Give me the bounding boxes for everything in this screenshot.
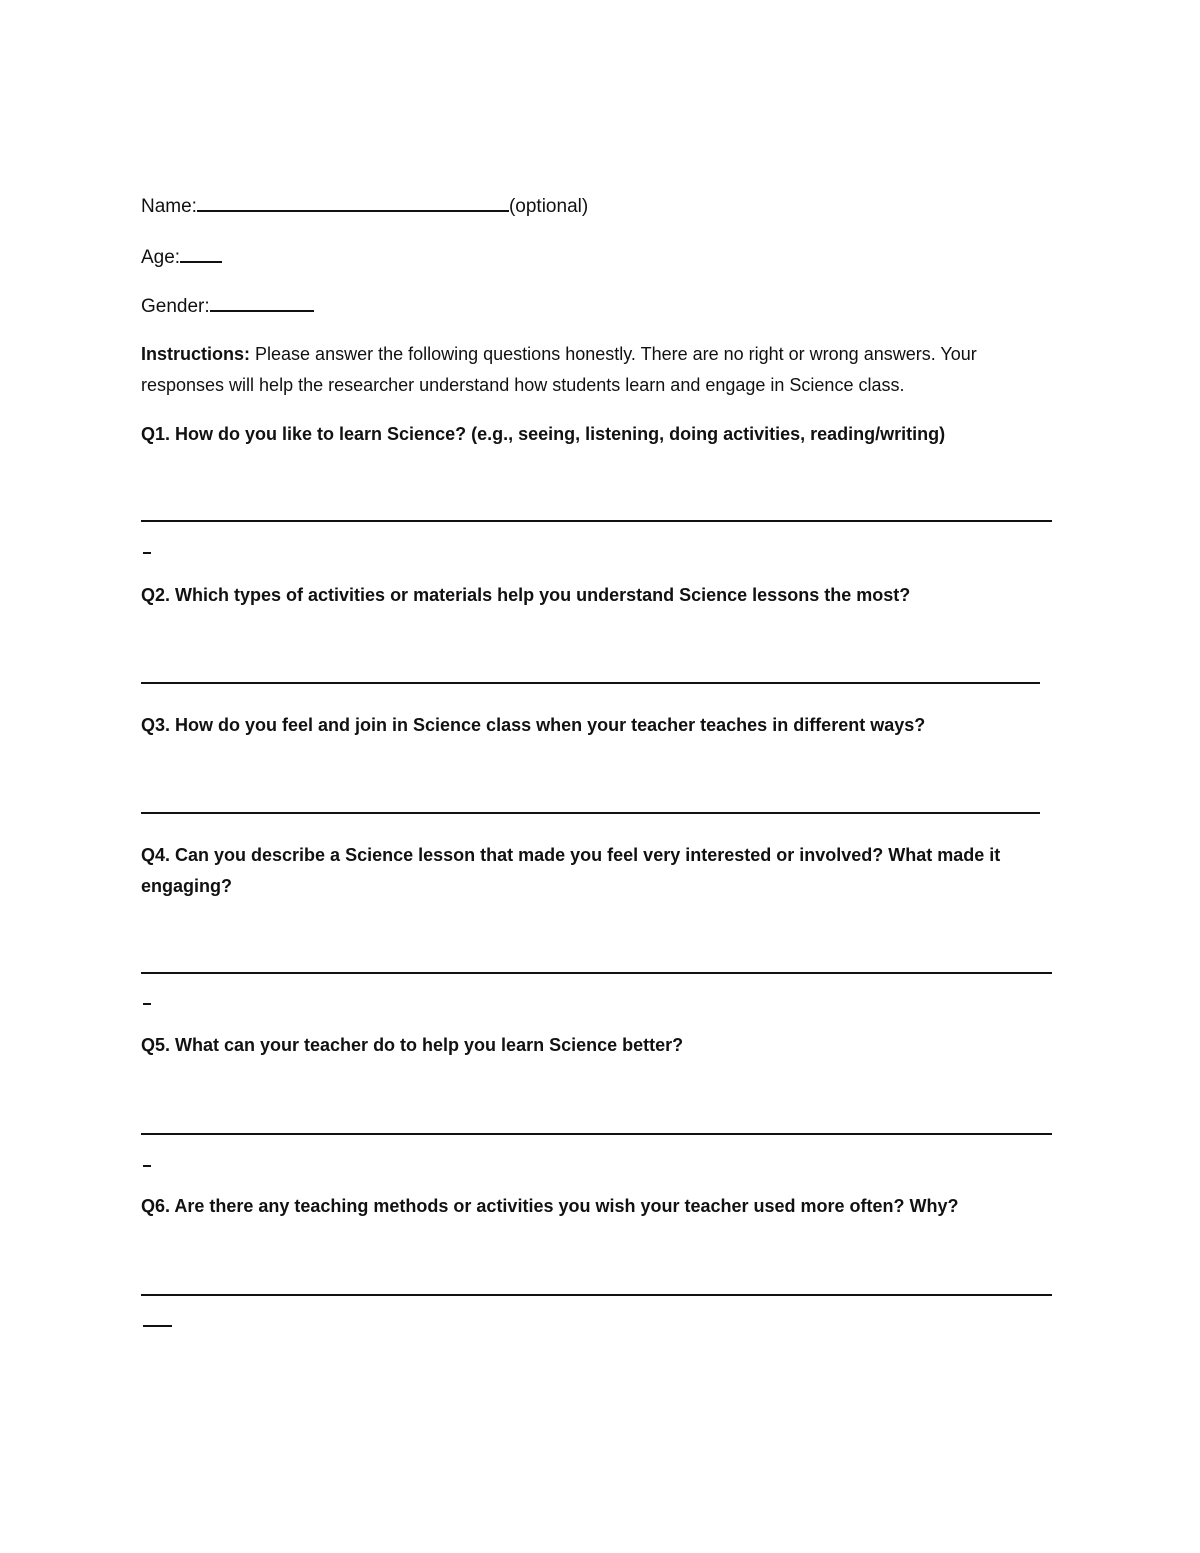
question-6: Q6. Are there any teaching methods or activities you wish your teacher used more often? Why? bbox=[141, 1196, 959, 1216]
question-3: Q3. How do you feel and join in Science class when your teacher teaches in different ways? bbox=[141, 715, 926, 735]
instructions-label: Instructions: bbox=[141, 344, 251, 364]
question-2: Q2. Which types of activities or materials help you understand Science lessons the most? bbox=[141, 585, 911, 605]
instructions-paragraph bbox=[141, 339, 1056, 401]
answer-line-q3[interactable] bbox=[141, 812, 1040, 814]
question-4: Q4. Can you describe a Science lesson that made you feel very interested or involved? What made it engaging? bbox=[141, 845, 1001, 896]
gender-line bbox=[141, 293, 314, 319]
name-optional-note: (optional) bbox=[508, 196, 589, 217]
answer-line-q4-overflow bbox=[143, 1003, 151, 1005]
answer-line-q1-overflow bbox=[143, 552, 151, 554]
name-label: Name: bbox=[141, 196, 197, 217]
question-5: Q5. What can your teacher do to help you learn Science better? bbox=[141, 1035, 684, 1055]
age-blank[interactable] bbox=[180, 244, 222, 263]
name-blank[interactable] bbox=[197, 193, 509, 212]
age-label: Age: bbox=[141, 247, 181, 268]
answer-line-q2[interactable] bbox=[141, 682, 1040, 684]
age-line bbox=[141, 244, 222, 270]
answer-line-q5-overflow bbox=[143, 1165, 151, 1167]
gender-blank[interactable] bbox=[210, 293, 314, 312]
name-line bbox=[141, 193, 588, 219]
answer-line-q5[interactable] bbox=[141, 1133, 1052, 1135]
question-1: Q1. How do you like to learn Science? (e.g., seeing, listening, doing activities, reading/writing) bbox=[141, 424, 946, 444]
instructions-text: Please answer the following questions honestly. There are no right or wrong answers. Your responses will help the researcher understand how students learn and engage in Science class. bbox=[141, 344, 977, 395]
answer-line-q6-overflow bbox=[143, 1325, 172, 1327]
answer-line-q4[interactable] bbox=[141, 972, 1052, 974]
answer-line-q1[interactable] bbox=[141, 520, 1052, 522]
gender-label: Gender: bbox=[141, 296, 210, 317]
answer-line-q6[interactable] bbox=[141, 1294, 1052, 1296]
